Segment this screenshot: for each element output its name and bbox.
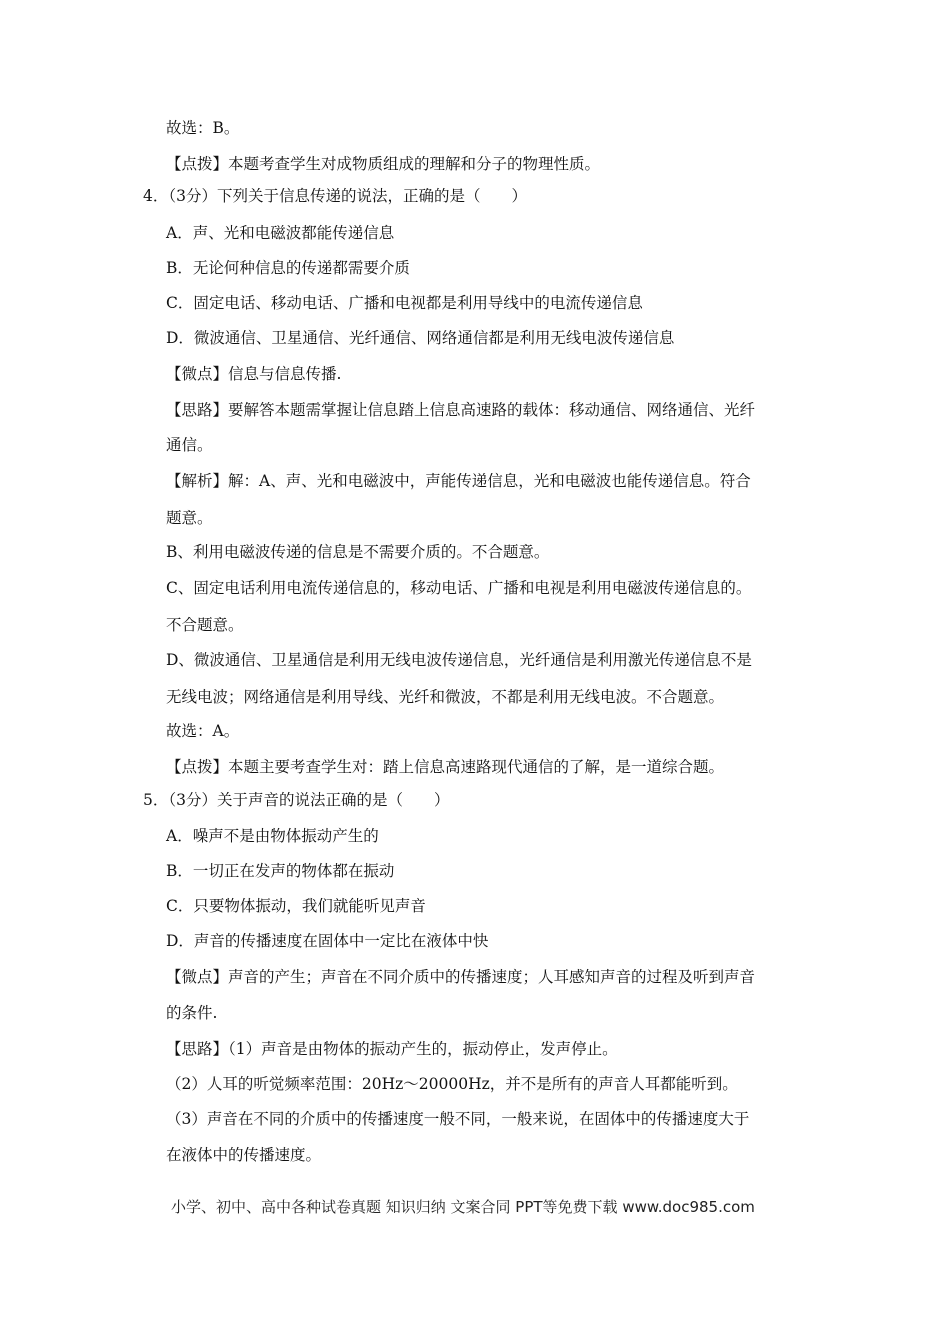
option-d: D．微波通信、卫星通信、光纤通信、网络通信都是利用无线电波传递信息 (166, 329, 675, 347)
idea-line: 【思路】（1）声音是由物体的振动产生的，振动停止，发声停止。 (166, 1040, 618, 1058)
point-line: 【微点】声音的产生；声音在不同介质中的传播速度；人耳感知声音的过程及听到声音 (166, 968, 756, 986)
option-b: B．一切正在发声的物体都在振动 (166, 862, 395, 880)
tip-line: 【点拨】本题考查学生对成物质组成的理解和分子的物理性质。 (166, 155, 601, 173)
analysis-line: 【解析】解：A、声、光和电磁波中，声能传递信息，光和电磁波也能传递信息。符合 (166, 472, 751, 490)
analysis-c-cont: 不合题意。 (166, 616, 244, 634)
analysis-d: D、微波通信、卫星通信是利用无线电波传递信息，光纤通信是利用激光传递信息不是 (166, 651, 752, 669)
page-footer: 小学、初中、高中各种试卷真题 知识归纳 文案合同 PPT等免费下载 www.doc985.com (171, 1198, 755, 1216)
point-line: 【微点】信息与信息传播. (166, 365, 342, 383)
option-b: B．无论何种信息的传递都需要介质 (166, 259, 410, 277)
option-a: A．噪声不是由物体振动产生的 (166, 827, 379, 845)
question-5: 5．（3分）关于声音的说法正确的是（ ） (143, 791, 450, 809)
idea-line: 【思路】要解答本题需掌握让信息踏上信息高速路的载体：移动通信、网络通信、光纤 (166, 401, 756, 419)
idea-point-3: （3）声音在不同的介质中的传播速度一般不同，一般来说，在固体中的传播速度大于 (166, 1110, 750, 1128)
option-a: A．声、光和电磁波都能传递信息 (166, 224, 395, 242)
answer-line: 故选：A。 (166, 722, 240, 740)
analysis-d-cont: 无线电波；网络通信是利用导线、光纤和微波，不都是利用无线电波。不合题意。 (166, 688, 725, 706)
answer-line: 故选：B。 (166, 119, 240, 137)
option-c: C．只要物体振动，我们就能听见声音 (166, 897, 426, 915)
analysis-c: C、固定电话利用电流传递信息的，移动电话、广播和电视是利用电磁波传递信息的。 (166, 579, 752, 597)
question-4: 4．（3分）下列关于信息传递的说法，正确的是（ ） (143, 187, 527, 205)
tip-line: 【点拨】本题主要考查学生对：踏上信息高速路现代通信的了解，是一道综合题。 (166, 758, 725, 776)
analysis-b: B、利用电磁波传递的信息是不需要介质的。不合题意。 (166, 543, 550, 561)
option-c: C．固定电话、移动电话、广播和电视都是利用导线中的电流传递信息 (166, 294, 643, 312)
point-line-cont: 的条件. (166, 1004, 218, 1022)
idea-point-2: （2）人耳的听觉频率范围：20Hz～20000Hz，并不是所有的声音人耳都能听到。 (166, 1075, 738, 1093)
idea-point-3-cont: 在液体中的传播速度。 (166, 1146, 322, 1164)
idea-line-cont: 通信。 (166, 436, 213, 454)
analysis-line-cont: 题意。 (166, 509, 213, 527)
option-d: D．声音的传播速度在固体中一定比在液体中快 (166, 932, 489, 950)
